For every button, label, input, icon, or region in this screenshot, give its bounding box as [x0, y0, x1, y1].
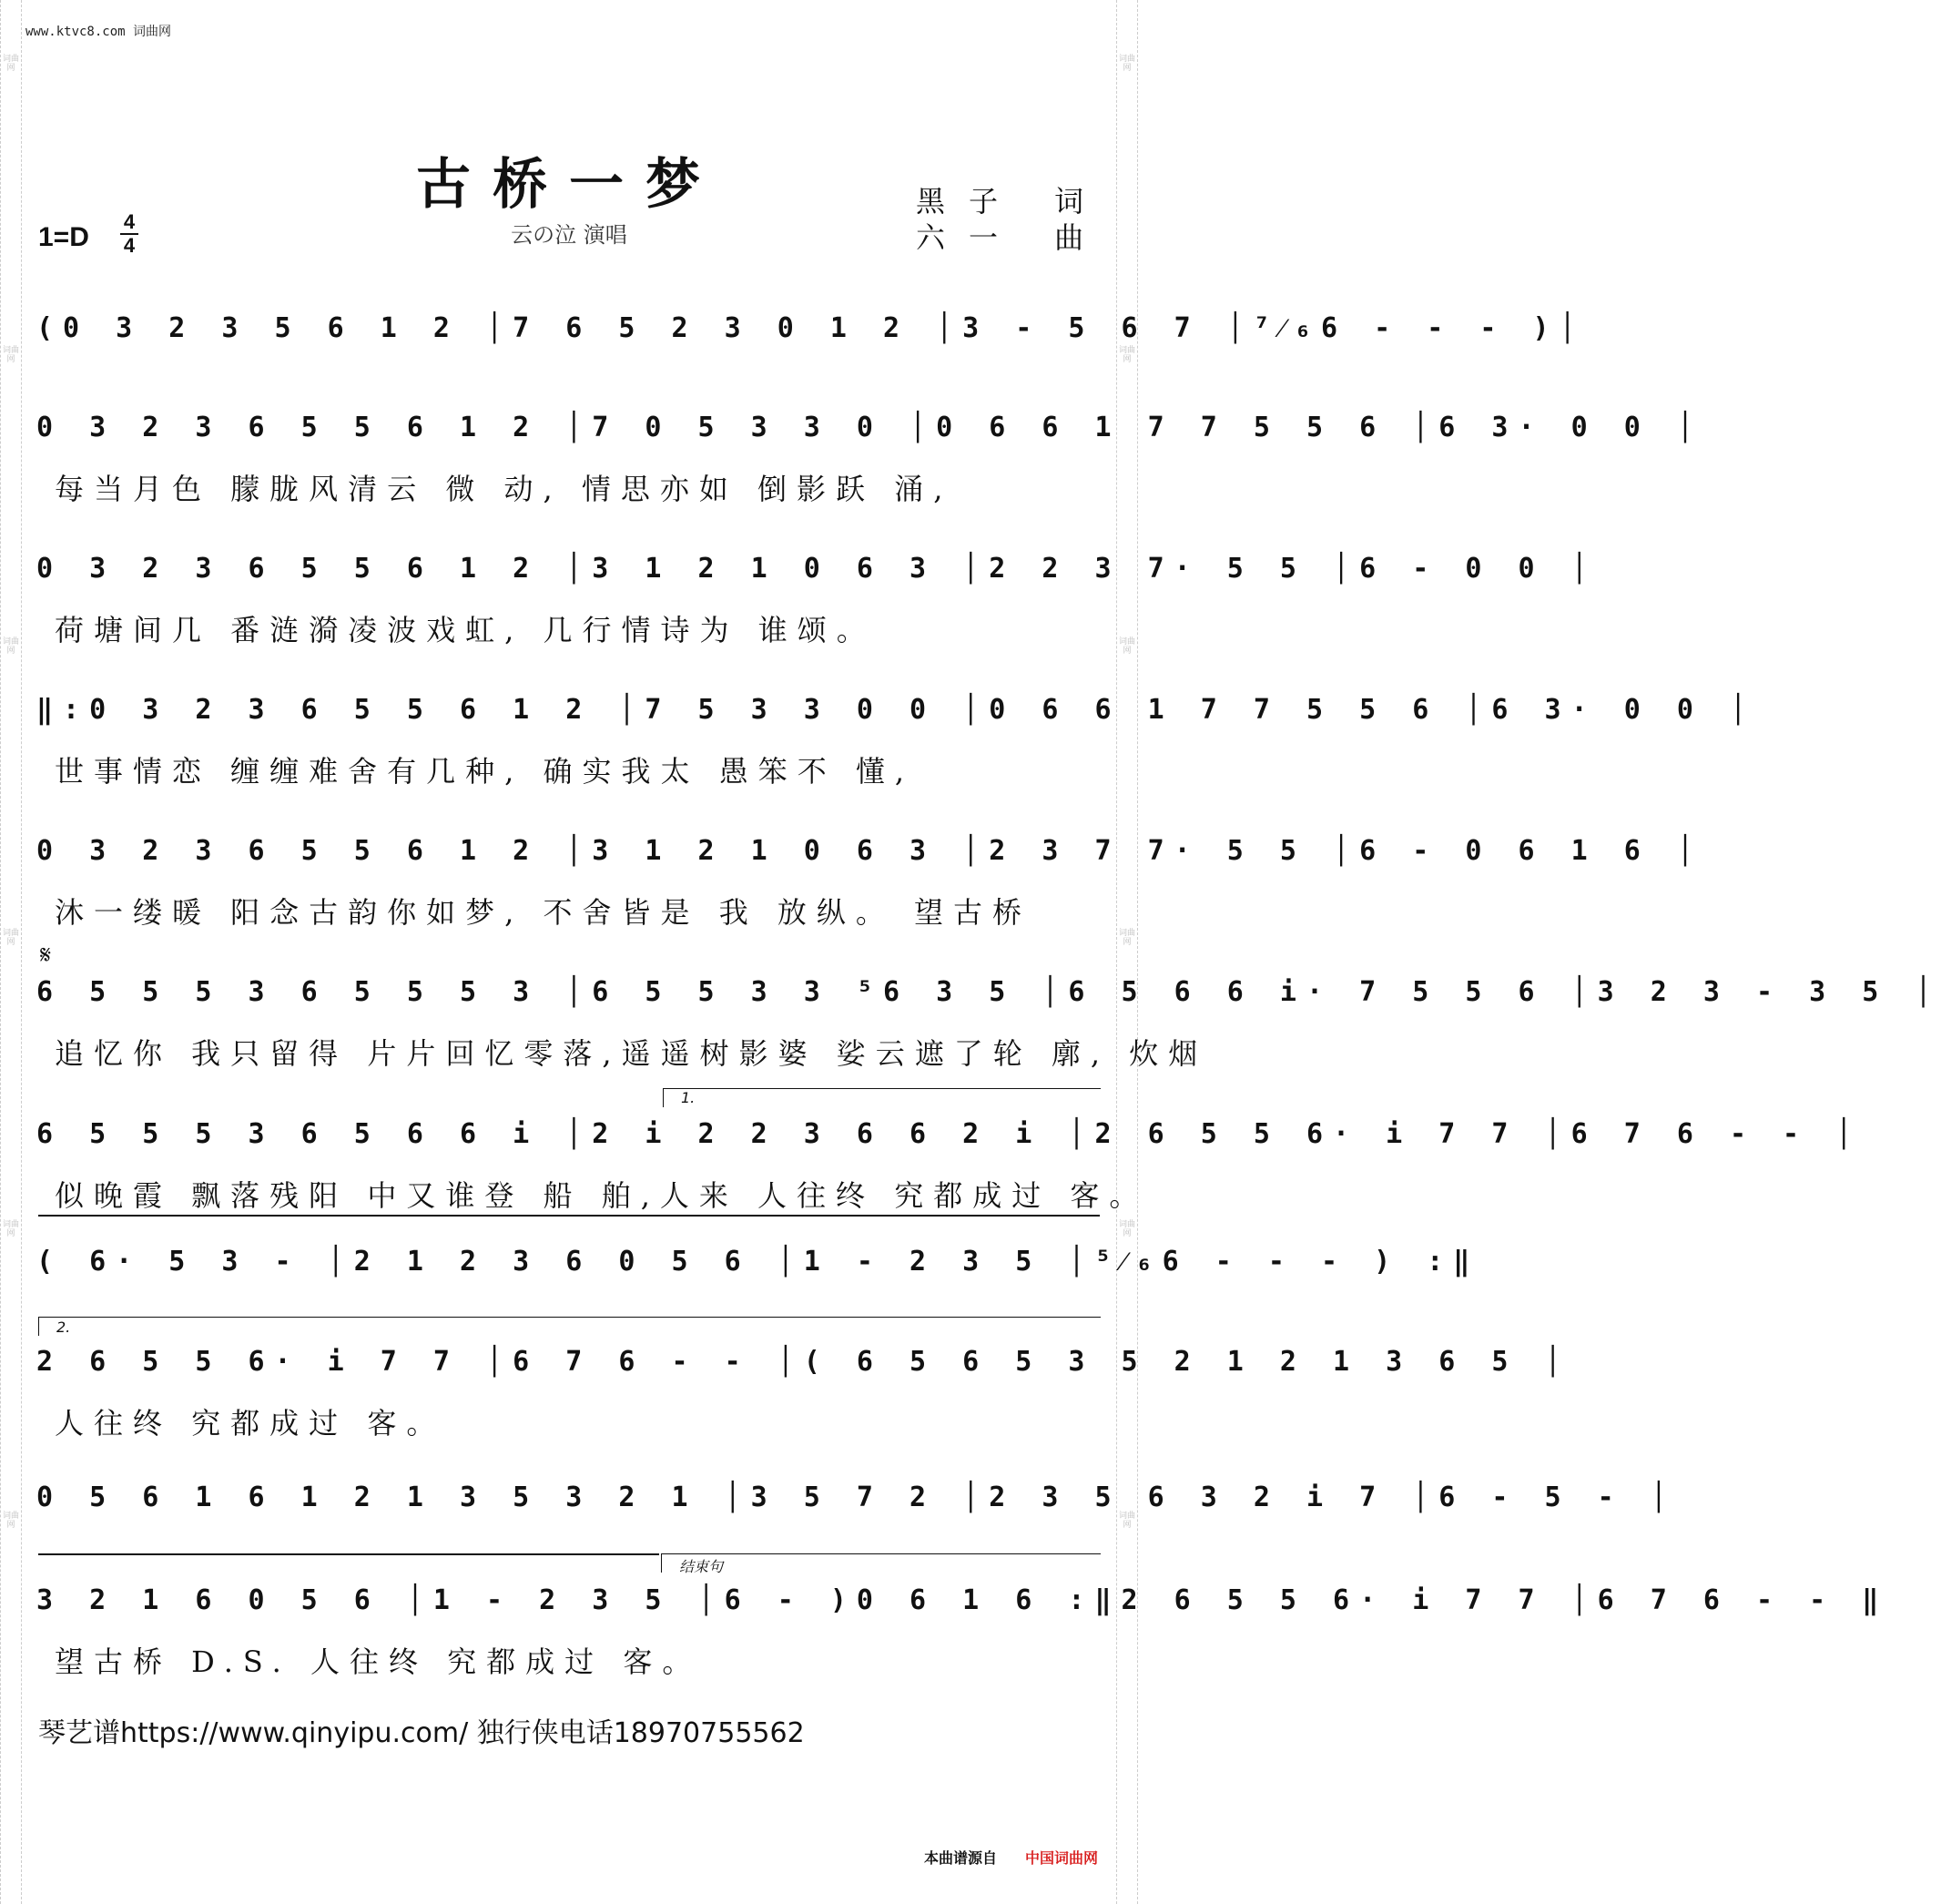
- side-watermark: 词曲网: [3, 346, 20, 364]
- second-ending-label: 2.: [56, 1319, 71, 1336]
- time-numerator: 4: [123, 210, 136, 233]
- side-watermark: 词曲网: [3, 1220, 20, 1238]
- left-watermark-strip: [0, 0, 22, 1904]
- side-watermark: 词曲网: [1119, 346, 1136, 364]
- notation-line: 0 3 2 3 6 5 5 6 1 2 │3 1 2 1 0 6 3 │2 3 7 7· 5 5 │6 - 0 6 1 6 │: [36, 835, 1703, 867]
- notation-line: (0 3 2 3 5 6 1 2 │7 6 5 2 3 0 1 2 │3 - 5 6 7 │⁷⁄₆6 - - - )│: [36, 312, 1586, 344]
- notation-line: ‖:0 3 2 3 6 5 5 6 1 2 │7 5 3 3 0 0 │0 6 6 1 7 7 5 5 6 │6 3· 0 0 │: [36, 694, 1756, 726]
- side-watermark: 词曲网: [3, 55, 20, 73]
- first-ending-label: 1.: [681, 1089, 696, 1106]
- notation-line: 0 3 2 3 6 5 5 6 1 2 │3 1 2 1 0 6 3 │2 2 3 7· 5 5 │6 - 0 0 │: [36, 553, 1598, 585]
- coda-bracket: [661, 1553, 1101, 1573]
- score-row: [36, 412, 1703, 506]
- side-watermark: 词曲网: [1119, 1512, 1136, 1530]
- notation-line: 0 5 6 1 6 1 2 1 3 5 3 2 1 │3 5 7 2 │2 3 5 6 3 2 i 7 │6 - 5 - │: [36, 1481, 1677, 1513]
- notation-line: ( 6· 5 3 - │2 1 2 3 6 0 5 6 │1 - 2 3 5 │⁵⁄₆6 - - - ) :‖: [36, 1246, 1480, 1278]
- time-signature: [120, 211, 138, 257]
- composer-credit: 六一 曲: [916, 220, 1108, 255]
- notation-line: 6 5 5 5 3 6 5 6 6 i │2 i 2 2 3 6 6 2 i │2 6 5 5 6· i 7 7 │6 7 6 - - │: [36, 1118, 1863, 1150]
- lyric-line: 每当月色 朦胧风清云 微 动, 情思亦如 倒影跃 涌,: [55, 472, 953, 506]
- source-link-text: 琴艺谱https://www.qinyipu.com/ 独行侠电话18970755562: [38, 1717, 805, 1749]
- source-credit-label: 本曲谱源自: [924, 1849, 998, 1867]
- side-watermark: 词曲网: [1119, 637, 1136, 656]
- notation-line: 6 5 5 5 3 6 5 5 5 3 │6 5 5 3 3 ⁵6 3 5 │6 5 6 6 i· 7 5 5 6 │3 2 3 - 3 5 │: [36, 976, 1941, 1008]
- side-watermark: 词曲网: [1119, 929, 1136, 947]
- source-credit-site: 中国词曲网: [1025, 1849, 1099, 1867]
- score-row: [36, 1118, 1863, 1213]
- score-row: [36, 1246, 1480, 1300]
- side-watermark: 词曲网: [1119, 55, 1136, 73]
- song-title: 古桥一梦: [416, 153, 722, 217]
- segno-sign: 𝄋: [40, 940, 52, 970]
- lyric-line: 沐一缕暖 阳念古韵你如梦, 不舍皆是 我 放纵。 望古桥: [55, 895, 1032, 930]
- side-watermark: 词曲网: [3, 1512, 20, 1530]
- score-row: [36, 1346, 1571, 1441]
- lyric-line: 世事情恋 缠缠难舍有几种, 确实我太 愚笨不 懂,: [55, 754, 915, 789]
- score-row: [36, 976, 1941, 1071]
- time-denominator: 4: [123, 234, 136, 257]
- score-row: [36, 1584, 1889, 1679]
- notation-line: 3 2 1 6 0 5 6 │1 - 2 3 5 │6 - )0 6 1 6 :‖2 6 5 5 6· i 7 7 │6 7 6 - - ‖: [36, 1584, 1889, 1616]
- notation-line: 0 3 2 3 6 5 5 6 1 2 │7 0 5 3 3 0 │0 6 6 1 7 7 5 5 6 │6 3· 0 0 │: [36, 412, 1703, 443]
- singer-credit: 云の泣 演唱: [511, 222, 627, 248]
- lyric-line: 追忆你 我只留得 片片回忆零落,遥遥树影婆 娑云遮了轮 廓, 炊烟: [55, 1036, 1208, 1071]
- site-watermark: www.ktvc8.com 词曲网: [25, 25, 172, 39]
- right-watermark-strip: [1116, 0, 1138, 1904]
- side-watermark: 词曲网: [3, 637, 20, 656]
- second-ending-bracket: [38, 1317, 1101, 1336]
- coda-label: 结束句: [679, 1558, 724, 1575]
- side-watermark: 词曲网: [1119, 1220, 1136, 1238]
- lyric-line: 荷塘间几 番涟漪凌波戏虹, 几行情诗为 谁颂。: [55, 613, 876, 647]
- score-row: [36, 835, 1703, 930]
- lyric-line: 望古桥 D.S. 人往终 究都成过 客。: [55, 1644, 702, 1679]
- ending-line: [38, 1553, 659, 1555]
- score-row: [36, 694, 1756, 789]
- key-signature: 1=D: [38, 222, 89, 252]
- notation-line: 2 6 5 5 6· i 7 7 │6 7 6 - - │( 6 5 6 5 3 5 2 1 2 1 3 6 5 │: [36, 1346, 1571, 1378]
- lyric-line: 人往终 究都成过 客。: [55, 1406, 446, 1441]
- side-watermark: 词曲网: [3, 929, 20, 947]
- lyricist-credit: 黑子 词: [916, 184, 1108, 219]
- first-ending-bracket: [663, 1088, 1101, 1107]
- ending-line: [38, 1215, 1100, 1217]
- lyric-line: 似晚霞 飘落残阳 中又谁登 船 舶,人来 人往终 究都成过 客。: [55, 1178, 1149, 1213]
